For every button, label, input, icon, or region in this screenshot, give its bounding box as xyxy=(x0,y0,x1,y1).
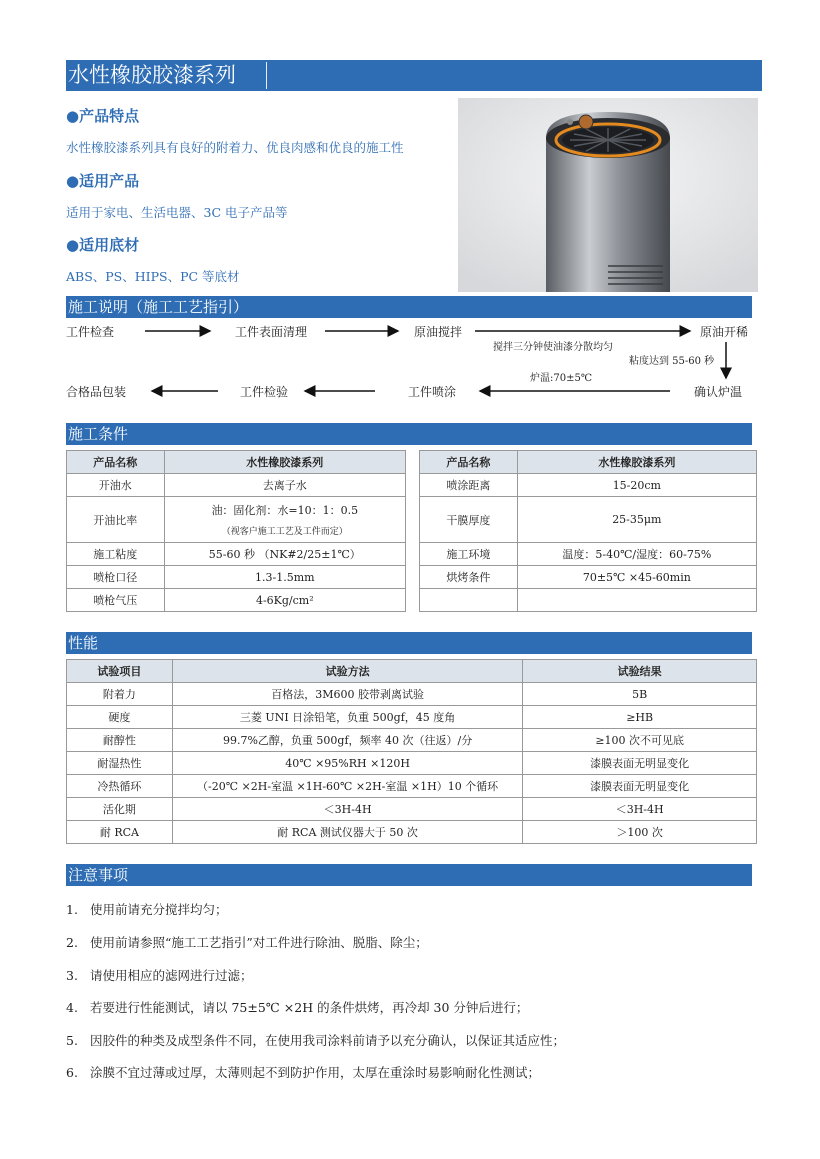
conditions-heading: 施工条件 xyxy=(66,423,752,445)
cell-result: ＞100 次 xyxy=(523,821,757,844)
notes-heading: 注意事项 xyxy=(66,864,752,886)
cell-value: 55-60 秒 （NK#2/25±1℃） xyxy=(164,543,405,566)
cell-value xyxy=(164,497,405,543)
performance-heading: 性能 xyxy=(66,632,752,654)
cell-method: （-20℃ ×2H-室温 ×1H-60℃ ×2H-室温 ×1H）10 个循环 xyxy=(172,775,522,798)
cell-value xyxy=(517,589,756,612)
note-text: 因胶件的种类及成型条件不同，在使用我司涂料前请予以充分确认，以保证其适应性； xyxy=(90,1033,566,1048)
table-row xyxy=(67,497,406,543)
perf-header-result: 试验结果 xyxy=(523,660,757,683)
cell-value: 1.3-1.5mm xyxy=(164,566,405,589)
cell-result: 5B xyxy=(523,683,757,706)
step-spray: 工件喷涂 xyxy=(408,385,457,399)
table-row xyxy=(67,474,406,497)
table-row xyxy=(420,589,757,612)
cell-item: 冷热循环 xyxy=(67,775,173,798)
right-header-name: 产品名称 xyxy=(420,451,518,474)
ratio-note: （视客户施工工艺及工件而定） xyxy=(221,527,348,537)
table-row xyxy=(67,752,757,775)
note-number: 2. xyxy=(66,935,78,950)
table-row xyxy=(420,566,757,589)
cell-method: 百格法，3M600 胶带剥离试验 xyxy=(172,683,522,706)
table-row xyxy=(420,474,757,497)
cell-method: 99.7%乙醇，负重 500gf，频率 40 次（往返）/分 xyxy=(172,729,522,752)
cell-method: 三菱 UNI 日涂铅笔，负重 500gf，45 度角 xyxy=(172,706,522,729)
step-inspect-finished: 工件检验 xyxy=(240,385,289,399)
cell-result: ≥HB xyxy=(523,706,757,729)
cell-label: 喷枪气压 xyxy=(67,589,165,612)
cell-method: 40℃ ×95%RH ×120H xyxy=(172,752,522,775)
cell-label: 喷涂距离 xyxy=(420,474,518,497)
table-row xyxy=(67,821,757,844)
table-row xyxy=(67,589,406,612)
cell-value: 温度：5-40℃/湿度：60-75% xyxy=(517,543,756,566)
cell-label: 干膜厚度 xyxy=(420,497,518,543)
note-number: 5. xyxy=(66,1033,78,1048)
perf-header-method: 试验方法 xyxy=(172,660,522,683)
note-text: 涂膜不宜过薄或过厚，太薄则起不到防护作用，太厚在重涂时易影响耐化性测试； xyxy=(90,1065,541,1080)
feature-heading-characteristics: ●产品特点 xyxy=(66,107,140,125)
cell-item: 附着力 xyxy=(67,683,173,706)
cell-label: 施工粘度 xyxy=(67,543,165,566)
cell-item: 耐醇性 xyxy=(67,729,173,752)
cell-item: 耐湿热性 xyxy=(67,752,173,775)
cell-value: 15-20cm xyxy=(517,474,756,497)
list-item xyxy=(66,1063,540,1081)
cell-result: ＜3H-4H xyxy=(523,798,757,821)
table-row xyxy=(67,683,757,706)
step-dilute: 原油开稀 xyxy=(700,325,749,339)
cell-value: 70±5℃ ×45-60min xyxy=(517,566,756,589)
step-inspect: 工件检查 xyxy=(66,325,115,339)
step-check-oven: 确认炉温 xyxy=(694,385,743,399)
cell-label: 开油比率 xyxy=(67,497,165,543)
cell-result: 漆膜表面无明显变化 xyxy=(523,775,757,798)
step-stir: 原油搅拌 xyxy=(414,325,463,339)
cell-label: 喷枪口径 xyxy=(67,566,165,589)
cell-item: 硬度 xyxy=(67,706,173,729)
feature-heading-substrates: ●适用底材 xyxy=(66,236,140,254)
performance-table xyxy=(66,659,757,844)
process-note-oven-temp: 炉温:70±5℃ xyxy=(530,373,593,384)
note-number: 4. xyxy=(66,1000,78,1015)
cell-method: 耐 RCA 测试仪器大于 50 次 xyxy=(172,821,522,844)
cell-value: 4-6Kg/cm² xyxy=(164,589,405,612)
conditions-table-right xyxy=(419,450,757,612)
process-heading: 施工说明（施工工艺指引） xyxy=(66,296,752,318)
conditions-table-left xyxy=(66,450,406,612)
cell-item: 活化期 xyxy=(67,798,173,821)
table-row xyxy=(67,543,406,566)
list-item xyxy=(66,1031,565,1049)
table-row xyxy=(67,566,406,589)
cell-method: ＜3H-4H xyxy=(172,798,522,821)
list-item xyxy=(66,998,528,1016)
note-number: 1. xyxy=(66,902,78,917)
cell-value: 25-35μm xyxy=(517,497,756,543)
process-note-viscosity: 粘度达到 55-60 秒 xyxy=(629,356,715,367)
ratio-text: 油：固化剂：水=10：1：0.5 xyxy=(211,504,359,517)
cell-label xyxy=(420,589,518,612)
cell-result: 漆膜表面无明显变化 xyxy=(523,752,757,775)
note-text: 若要进行性能测试，请以 75±5℃ ×2H 的条件烘烤，再冷却 30 分钟后进行； xyxy=(90,1000,529,1015)
table-row xyxy=(67,798,757,821)
step-package: 合格品包装 xyxy=(66,385,127,399)
feature-heading-applications: ●适用产品 xyxy=(66,172,140,190)
table-row xyxy=(67,775,757,798)
cell-item: 耐 RCA xyxy=(67,821,173,844)
feature-text-substrates: ABS、PS、HIPS、PC 等底材 xyxy=(66,269,240,284)
left-header-series: 水性橡胶漆系列 xyxy=(164,451,405,474)
note-text: 使用前请参照“施工工艺指引”对工件进行除油、脱脂、除尘； xyxy=(90,935,428,950)
table-row xyxy=(420,543,757,566)
cell-result: ≥100 次不可见底 xyxy=(523,729,757,752)
page-title-text: 水性橡胶胶漆系列 xyxy=(68,63,236,87)
note-text: 使用前请充分搅拌均匀； xyxy=(90,902,228,917)
note-number: 6. xyxy=(66,1065,78,1080)
cell-label: 开油水 xyxy=(67,474,165,497)
left-header-name: 产品名称 xyxy=(67,451,165,474)
note-number: 3. xyxy=(66,968,78,983)
list-item xyxy=(66,966,253,984)
cell-value: 去离子水 xyxy=(164,474,405,497)
feature-text-characteristics: 水性橡胶漆系列具有良好的附着力、优良肉感和优良的施工性 xyxy=(66,140,404,155)
cell-label: 施工环境 xyxy=(420,543,518,566)
feature-text-applications: 适用于家电、生活电器、3C 电子产品等 xyxy=(66,205,288,220)
right-header-series: 水性橡胶漆系列 xyxy=(517,451,756,474)
process-flow-arrows xyxy=(0,0,820,420)
perf-header-item: 试验项目 xyxy=(67,660,173,683)
list-item xyxy=(66,933,428,951)
table-row xyxy=(67,729,757,752)
list-item xyxy=(66,900,228,918)
table-row xyxy=(67,706,757,729)
table-row xyxy=(420,497,757,543)
step-surface-clean: 工件表面清理 xyxy=(235,325,308,339)
note-text: 请使用相应的滤网进行过滤； xyxy=(90,968,253,983)
cell-label: 烘烤条件 xyxy=(420,566,518,589)
process-note-stir: 搅拌三分钟使油漆分散均匀 xyxy=(493,342,613,353)
